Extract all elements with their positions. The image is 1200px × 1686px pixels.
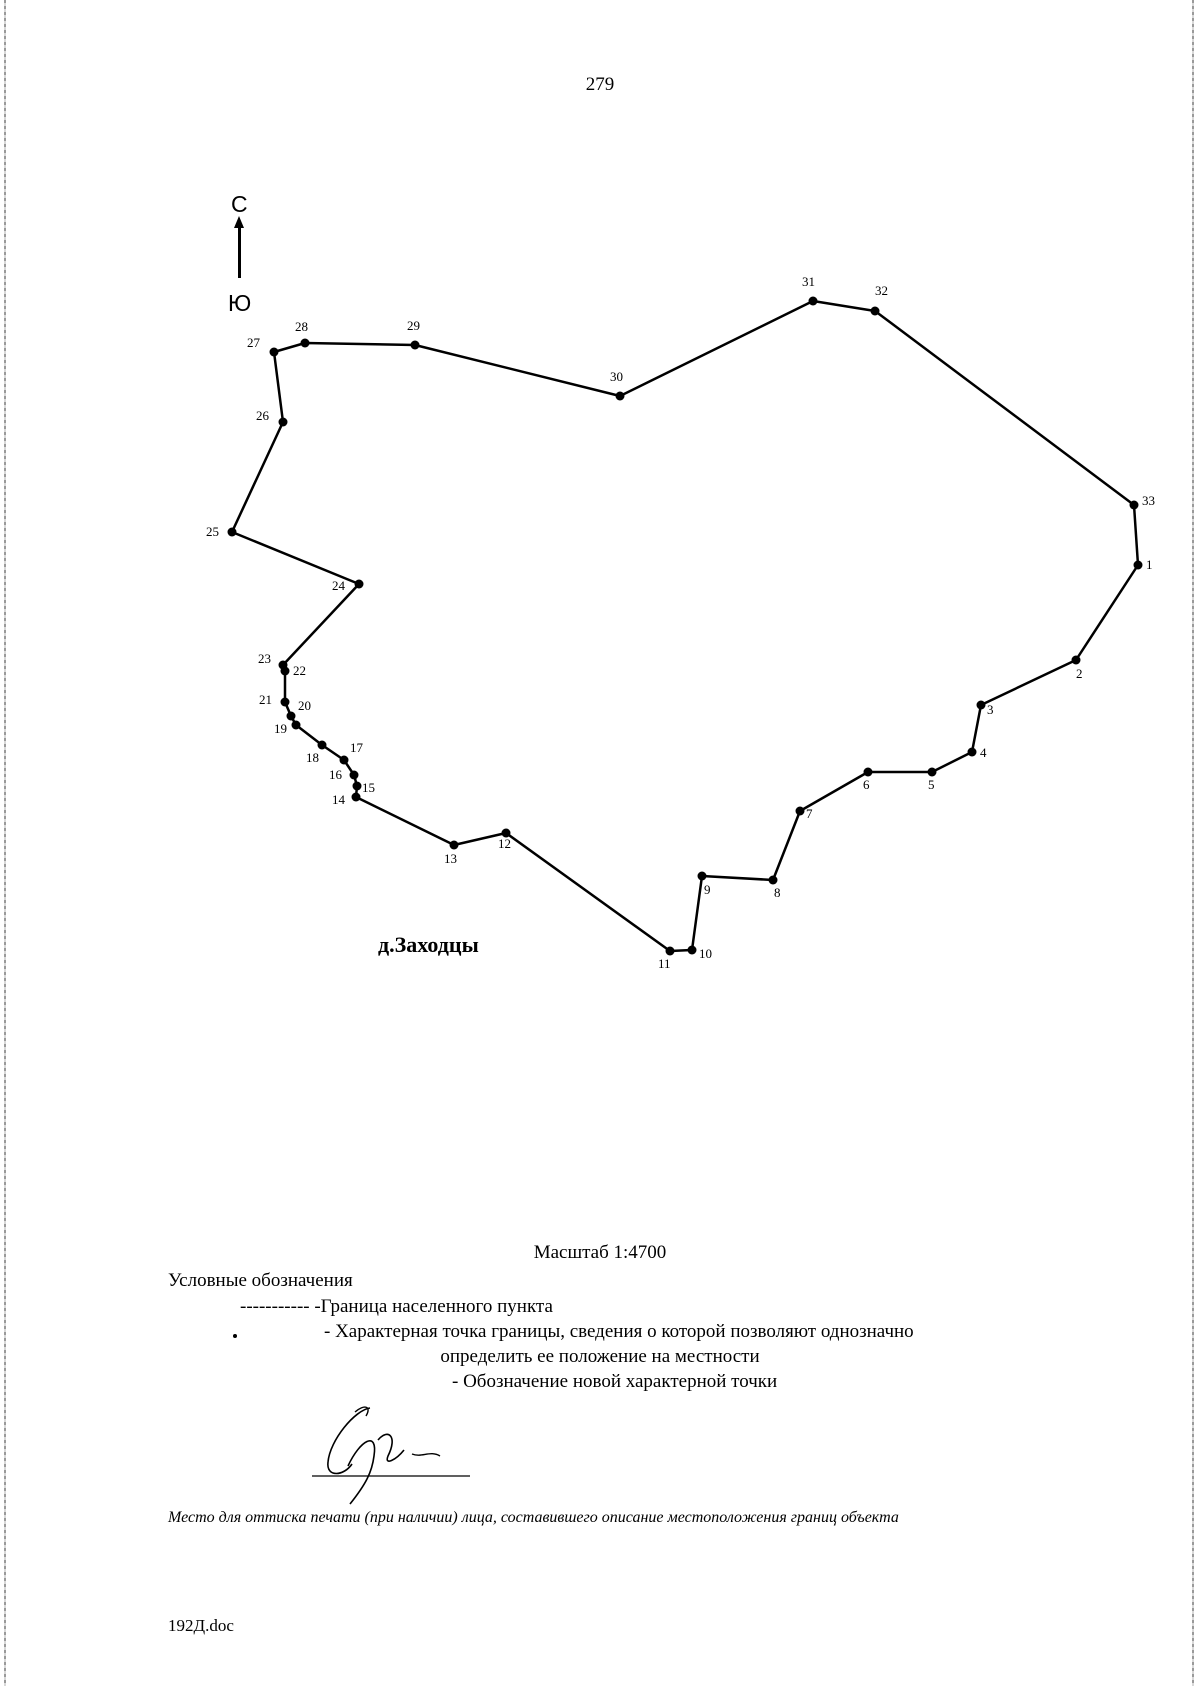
boundary-point-label-15: 15: [362, 780, 375, 795]
boundary-point-25: [228, 528, 237, 537]
boundary-point-label-31: 31: [802, 274, 815, 289]
boundary-point-27: [270, 348, 279, 357]
boundary-point-label-20: 20: [298, 698, 311, 713]
boundary-point-4: [968, 748, 977, 757]
boundary-point-label-26: 26: [256, 408, 269, 423]
document-filename: 192Д.doc: [168, 1616, 234, 1635]
boundary-point-10: [688, 946, 697, 955]
boundary-point-label-8: 8: [774, 885, 781, 900]
boundary-point-label-1: 1: [1146, 557, 1153, 572]
settlement-boundary-line: [232, 301, 1138, 951]
boundary-point-21: [281, 698, 290, 707]
boundary-point-label-22: 22: [293, 663, 306, 678]
boundary-point-28: [301, 339, 310, 348]
boundary-point-17: [340, 756, 349, 765]
boundary-point-1: [1134, 561, 1143, 570]
south-label: Ю: [228, 290, 252, 316]
boundary-point-label-14: 14: [332, 792, 345, 807]
boundary-point-7: [796, 807, 805, 816]
legend-boundary-item: ----------- -Граница населенного пункта: [240, 1296, 553, 1317]
boundary-point-16: [350, 771, 359, 780]
boundary-point-9: [698, 872, 707, 881]
boundary-point-33: [1130, 501, 1139, 510]
boundary-point-23: [279, 661, 288, 670]
boundary-point-label-32: 32: [875, 283, 888, 298]
boundary-point-label-7: 7: [806, 806, 813, 821]
boundary-point-label-10: 10: [699, 946, 712, 961]
boundary-point-label-6: 6: [863, 777, 870, 792]
boundary-point-label-9: 9: [704, 882, 711, 897]
boundary-point-label-16: 16: [329, 767, 342, 782]
boundary-point-label-27: 27: [247, 335, 260, 350]
boundary-point-8: [769, 876, 778, 885]
boundary-point-label-28: 28: [295, 319, 308, 334]
boundary-point-label-3: 3: [987, 702, 994, 717]
boundary-point-label-2: 2: [1076, 666, 1083, 681]
boundary-point-label-29: 29: [407, 318, 420, 333]
boundary-point-label-5: 5: [928, 777, 935, 792]
boundary-point-20: [287, 712, 296, 721]
legend-point-item-line1: - Характерная точка границы, сведения о которой позволяют однозначно: [324, 1321, 914, 1342]
boundary-point-18: [318, 741, 327, 750]
boundary-point-14: [352, 793, 361, 802]
boundary-point-label-17: 17: [350, 740, 363, 755]
boundary-point-label-24: 24: [332, 578, 345, 593]
signature-image: [300, 1400, 480, 1510]
legend-point-item-line2: определить ее положение на местности: [440, 1346, 760, 1367]
boundary-point-label-23: 23: [258, 651, 271, 666]
boundary-point-19: [292, 721, 301, 730]
boundary-point-31: [809, 297, 818, 306]
boundary-point-label-33: 33: [1142, 493, 1155, 508]
legend-new-point-item: - Обозначение новой характерной точки: [452, 1371, 778, 1392]
boundary-point-29: [411, 341, 420, 350]
boundary-point-15: [353, 782, 362, 791]
stamp-caption: Место для оттиска печати (при наличии) лица, составившего описание местоположения границ объекта: [168, 1509, 899, 1526]
boundary-point-label-18: 18: [306, 750, 319, 765]
boundary-point-5: [928, 768, 937, 777]
boundary-point-label-30: 30: [610, 369, 623, 384]
boundary-point-32: [871, 307, 880, 316]
boundary-point-2: [1072, 656, 1081, 665]
boundary-point-30: [616, 392, 625, 401]
boundary-point-label-11: 11: [658, 956, 671, 971]
boundary-point-label-4: 4: [980, 745, 987, 760]
boundary-point-13: [450, 841, 459, 850]
boundary-point-label-19: 19: [274, 721, 287, 736]
legend-point-symbol: [233, 1334, 237, 1338]
boundary-points: [206, 274, 1155, 971]
boundary-point-11: [666, 947, 675, 956]
page-number: 279: [585, 74, 615, 95]
boundary-point-label-13: 13: [444, 851, 457, 866]
boundary-point-6: [864, 768, 873, 777]
boundary-point-label-12: 12: [498, 836, 511, 851]
settlement-name: д.Заходцы: [378, 932, 479, 957]
boundary-point-label-21: 21: [259, 692, 272, 707]
legend-title: Условные обозначения: [168, 1270, 353, 1291]
boundary-point-26: [279, 418, 288, 427]
boundary-point-24: [355, 580, 364, 589]
north-label: С: [231, 191, 248, 217]
boundary-point-3: [977, 701, 986, 710]
boundary-point-label-25: 25: [206, 524, 219, 539]
map-scale: Масштаб 1:4700: [533, 1242, 667, 1263]
